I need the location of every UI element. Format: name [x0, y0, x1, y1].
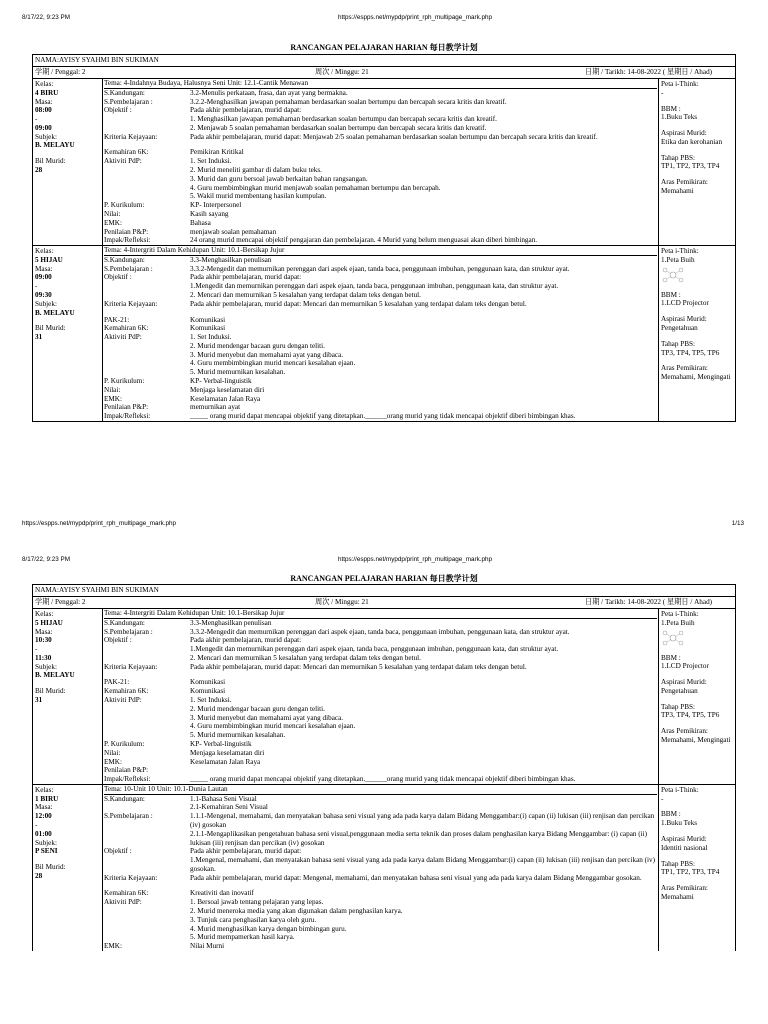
aktiviti-step: 2. Murid mendengar bacaan guru dengan teliti.: [190, 341, 325, 350]
subjek-value: B. MELAYU: [35, 671, 75, 680]
print-footer: [0, 520, 768, 530]
tahap-value: TP1, TP2, TP3, TP4: [661, 162, 720, 171]
emk: Nilai Murni: [190, 942, 225, 951]
minggu: 周次 / Minggu: 21: [315, 598, 369, 606]
lesson-extras: [659, 79, 735, 245]
peta-value: 1.Peta Buih: [661, 618, 695, 627]
s-kandungan: 3.3-Menghasilkan penulisan: [190, 618, 272, 627]
subjek-value: B. MELAYU: [35, 141, 75, 150]
bbm-label: BBM :: [661, 653, 681, 662]
bbm-value: 1.Buku Teks: [661, 819, 698, 828]
aras-value: Memahami: [661, 892, 694, 901]
masa-label: Masa:: [35, 627, 53, 636]
s-kandungan-label: S.Kandungan:: [104, 794, 145, 803]
pak21: Komunikasi: [190, 315, 226, 324]
print-url: https://espps.net/mypdp/print_rph_multipage_mark.php: [338, 556, 493, 563]
kemahiran-label: Kemahiran 6K:: [104, 148, 149, 157]
tema-unit: Tema: 4-Intergriti Dalam Kehidupan Unit: 10.1-Bersikap Jujur: [104, 246, 285, 255]
page-number: 1/13: [731, 520, 744, 527]
s-pembelajaran-label: S.Pembelajaran :: [104, 264, 153, 273]
bil-murid-value: 31: [35, 696, 43, 705]
aspirasi-label: Aspirasi Murid:: [661, 834, 707, 843]
emk: Keselamatan Jalan Raya: [190, 394, 261, 403]
s-pembelajaran: 3.2.2-Menghasilkan jawapan pemahaman berdasarkan soalan bertumpu dan bercapah secara kritis dan kreatif.: [190, 97, 507, 106]
s-pembelajaran-label: S.Pembelajaran :: [104, 97, 153, 106]
rph-sheet: [32, 54, 736, 422]
impak: _____ orang murid dapat mencapai objektif yang ditetapkan.______orang murid yang tidak mencapai objektif diberi bimbingan khas.: [190, 775, 576, 784]
bubble-map-icon: [661, 266, 685, 284]
peta-label: Peta i-Think:: [661, 610, 699, 618]
lesson-details: [103, 79, 659, 245]
subjek-label: Subjek:: [35, 662, 57, 671]
nilai: Menjaga keselamatan diri: [190, 385, 265, 394]
peta-label: Peta i-Think:: [661, 80, 699, 88]
lesson-info: [33, 785, 103, 951]
aktiviti: [190, 898, 657, 942]
penilaian-label: Penilaian P&P:: [104, 227, 149, 236]
aspirasi-label: Aspirasi Murid:: [661, 315, 707, 324]
aspirasi-value: Identiti nasional: [661, 843, 708, 852]
aras-label: Aras Pemikiran:: [661, 727, 708, 736]
bil-murid-value: 31: [35, 333, 43, 342]
peta-value: -: [661, 794, 664, 803]
objektif: [190, 106, 657, 132]
emk-label: EMK:: [104, 942, 122, 951]
masa-dash: -: [35, 645, 38, 654]
aktiviti-step: 5. Murid memurnikan kesalahan.: [190, 731, 286, 740]
objektif: [190, 847, 657, 873]
s-kandungan-label: S.Kandungan:: [104, 255, 145, 264]
penilaian: memurnikan ayat: [190, 403, 241, 412]
masa-start: 12:00: [35, 812, 52, 821]
kurikulum-label: P. Kurikulum:: [104, 739, 145, 748]
masa-label: Masa:: [35, 264, 53, 273]
objektif-line: 1.Mengedit dan memurnikan perenggan dari aspek ejaan, tanda baca, penggunaan imbuhan, penggunaan kata, dan struktur ayat.: [190, 645, 559, 654]
emk-label: EMK:: [104, 218, 122, 227]
subjek-value: P SENI: [35, 847, 58, 856]
tahap-label: Tahap PBS:: [661, 859, 696, 868]
objektif-line: Pada akhir pembelajaran, murid dapat:: [190, 636, 302, 645]
s-pembelajaran: 3.3.2-Mengedit dan memurnikan perenggan dari aspek ejaan, tanda baca, penggunaan imbuhan, penggunaan kata, dan struktur ayat.: [190, 264, 570, 273]
kemahiran: Komunikasi: [190, 324, 226, 333]
masa-dash: -: [35, 282, 38, 291]
objektif-label: Objektif :: [104, 636, 132, 645]
tahap-label: Tahap PBS:: [661, 153, 696, 162]
masa-start: 10:30: [35, 636, 52, 645]
aktiviti-step: 3. Murid menyebut dan memahami ayat yang dibaca.: [190, 713, 344, 722]
aspirasi-value: Etika dan kerohanian: [661, 137, 723, 146]
s-pembelajaran: [190, 812, 657, 847]
kriteria: Pada akhir pembelajaran, murid dapat: Mencari dan memurnikan 5 kesalahan yang terdapat dalam teks dengan betul.: [190, 299, 527, 308]
aras-value: Memahami: [661, 187, 694, 196]
objektif-line: 2. Mencari dan memurnikan 5 kesalahan yang terdapat dalam teks dengan betul.: [190, 290, 421, 299]
kriteria: Pada akhir pembelajaran, murid dapat: Mencari dan memurnikan 5 kesalahan yang terdapat dalam teks dengan betul.: [190, 662, 527, 671]
bubble-map-icon: [661, 629, 685, 647]
bbm-value: 1.LCD Projector: [661, 299, 709, 308]
kurikulum: KP- Verbal-linguistik: [190, 377, 252, 385]
kriteria: Pada akhir pembelajaran, murid dapat: Mengenal, memahami, dan menyatakan bahasa seni visual yang ada pada karya dalam Bidang Menggambar gosokan.: [190, 873, 642, 882]
aktiviti-label: Aktiviti PdP:: [104, 333, 142, 342]
lesson-details: [103, 785, 659, 951]
masa-end: 01:00: [35, 829, 52, 838]
impak: 24 orang murid mencapai objektif pengajaran dan pembelajaran. 4 Murid yang belum menguasai akan diberi bimbingan.: [190, 236, 538, 245]
nilai: Menjaga keselamatan diri: [190, 748, 265, 757]
nilai: Kasih sayang: [190, 209, 229, 218]
kemahiran: Komunikasi: [190, 687, 226, 696]
print-url: https://espps.net/mypdp/print_rph_multipage_mark.php: [338, 14, 493, 21]
s-kandungan-label: S.Kandungan:: [104, 618, 145, 627]
peta-value: 1.Peta Buih: [661, 255, 695, 264]
aras-label: Aras Pemikiran:: [661, 884, 708, 893]
nilai-label: Nilai:: [104, 209, 121, 218]
s-pembelajaran-line: 1.1.1-Mengenal, memahami, dan menyatakan bahasa seni visual yang ada pada karya dalam Bidang Menggambar:(i) capan (ii) lukisan (iii) renjisan dan percikan (iv) gosokan: [190, 812, 655, 829]
kemahiran: Kreativiti dan inovatif: [190, 889, 254, 898]
emk: Keselamatan Jalan Raya: [190, 757, 261, 766]
kelas-label: Kelas:: [35, 785, 54, 794]
aktiviti-label: Aktiviti PdP:: [104, 898, 142, 907]
objektif: [190, 273, 657, 299]
teacher-name: NAMA:AYISY SYAHMI BIN SUKIMAN: [35, 586, 159, 594]
aktiviti-step: 5. Murid mempamerkan hasil karya.: [190, 933, 295, 942]
kriteria-label: Kriteria Kejayaan:: [104, 662, 158, 671]
bbm-label: BBM :: [661, 290, 681, 299]
peta-label: Peta i-Think:: [661, 247, 699, 256]
aktiviti-step: 4. Murid menghasilkan karya dengan bimbingan guru.: [190, 924, 347, 933]
aktiviti: [190, 157, 657, 201]
bil-murid-value: 28: [35, 166, 43, 175]
aktiviti-label: Aktiviti PdP:: [104, 157, 142, 166]
peta-value: -: [661, 88, 664, 97]
tarikh: 日期 / Tarikh: 14-08-2022 ( 星期日 / Ahad): [585, 68, 713, 76]
impak-label: Impak/Refleksi:: [104, 775, 151, 784]
masa-dash: -: [35, 820, 38, 829]
page-title: RANCANGAN PELAJARAN HARIAN 每日教学计划: [290, 574, 478, 583]
kelas-value: 4 BIRU: [35, 88, 59, 97]
penggal: 学期 / Penggal: 2: [35, 68, 86, 76]
kelas-label: Kelas:: [35, 247, 54, 256]
emk-label: EMK:: [104, 394, 122, 403]
aras-label: Aras Pemikiran:: [661, 364, 708, 373]
tema-unit: Tema: 4-Indahnya Budaya, Halusnya Seni Unit: 12.1-Cantik Menawan: [104, 79, 309, 87]
bil-murid-label: Bil Murid:: [35, 157, 66, 166]
lesson-extras: [659, 246, 735, 421]
s-kandungan: [190, 795, 657, 813]
s-kandungan-line: 1.1-Bahasa Seni Visual: [190, 794, 257, 803]
aktiviti-step: 4. Guru membimbingkan murid mencari kesalahan ejaan.: [190, 359, 356, 368]
s-pembelajaran-line: 2.1.1-Mengaplikasikan pengetahuan bahasa seni visual,penggunaan media serta teknik dan proses dalam penghasilan karya Bidang Menggambar: (i) capan (ii) lukisan (iii) renjisan dan percikan (iv) gosokan: [190, 829, 648, 847]
aras-value: Memahami, Mengingati: [661, 736, 731, 745]
masa-end: 09:00: [35, 123, 52, 132]
masa-start: 09:00: [35, 273, 52, 282]
tahap-label: Tahap PBS:: [661, 339, 696, 348]
aktiviti-step: 4. Guru membimbingkan murid mencari kesalahan ejaan.: [190, 722, 356, 731]
kemahiran-label: Kemahiran 6K:: [104, 324, 149, 333]
masa-end: 11:30: [35, 653, 52, 662]
lesson-extras: [659, 609, 735, 784]
kurikulum-label: P. Kurikulum:: [104, 201, 145, 210]
rph-sheet: [32, 584, 736, 951]
aktiviti-step: 1. Bersoal jawab tentang pelajaran yang lepas.: [190, 898, 324, 907]
tema-unit: Tema: 10-Unit 10 Unit: 10.1-Dunia Lautan: [104, 784, 228, 793]
tema-unit: Tema: 4-Intergriti Dalam Kehidupan Unit: 10.1-Bersikap Jujur: [104, 609, 285, 617]
pak21-label: PAK-21:: [104, 315, 130, 324]
tarikh: 日期 / Tarikh: 14-08-2022 ( 星期日 / Ahad): [585, 598, 713, 606]
subjek-value: B. MELAYU: [35, 308, 75, 317]
masa-start: 08:00: [35, 106, 52, 115]
bil-murid-label: Bil Murid:: [35, 687, 66, 696]
s-kandungan-line: 2.1-Kemahiran Seni Visual: [190, 803, 268, 812]
subjek-label: Subjek:: [35, 132, 57, 141]
bil-murid-label: Bil Murid:: [35, 863, 66, 872]
aktiviti-step: 1. Set Induksi.: [190, 333, 232, 342]
print-header: [0, 556, 768, 568]
bbm-value: 1.Buku Teks: [661, 113, 698, 122]
aktiviti-step: 3. Murid menyebut dan memahami ayat yang dibaca.: [190, 350, 344, 359]
objektif-line: 2. Mencari dan memurnikan 5 kesalahan yang terdapat dalam teks dengan betul.: [190, 653, 421, 662]
s-kandungan-label: S.Kandungan:: [104, 88, 145, 97]
s-kandungan: 3.2-Menulis perkataan, frasa, dan ayat yang bermakna.: [190, 88, 348, 97]
kurikulum-label: P. Kurikulum:: [104, 377, 145, 385]
objektif-line: Pada akhir pembelajaran, murid dapat:: [190, 273, 302, 282]
kelas-label: Kelas:: [35, 80, 54, 88]
penilaian-label: Penilaian P&P:: [104, 766, 149, 775]
lesson-block: [33, 79, 735, 246]
objektif-line: Pada akhir pembelajaran, murid dapat:: [190, 847, 302, 856]
kriteria: Pada akhir pembelajaran, murid dapat: Menjawab 2/5 soalan pemahaman berdasarkan soalan bertumpu dan bercapah secara kritis dan kreatif.: [190, 132, 598, 141]
lesson-info: [33, 79, 103, 245]
aktiviti-step: 5. Wakil murid membentang hasilan kumpulan.: [190, 192, 327, 201]
emk-label: EMK:: [104, 757, 122, 766]
pak21-label: PAK-21:: [104, 678, 130, 687]
aras-label: Aras Pemikiran:: [661, 178, 708, 187]
tahap-label: Tahap PBS:: [661, 702, 696, 711]
bbm-label: BBM :: [661, 104, 681, 113]
print-datetime: 8/17/22, 9:23 PM: [22, 556, 70, 563]
masa-end: 09:30: [35, 290, 52, 299]
pak21: Komunikasi: [190, 678, 226, 687]
meta-row: [33, 67, 735, 79]
s-pembelajaran-label: S.Pembelajaran :: [104, 812, 153, 821]
aktiviti-label: Aktiviti PdP:: [104, 696, 142, 705]
s-pembelajaran: 3.3.2-Mengedit dan memurnikan perenggan dari aspek ejaan, tanda baca, penggunaan imbuhan, penggunaan kata, dan struktur ayat.: [190, 627, 570, 636]
lesson-extras: [659, 785, 735, 951]
teacher-name-row: [33, 585, 735, 597]
subjek-label: Subjek:: [35, 838, 57, 847]
objektif-line: 1.Mengenal, memahami, dan menyatakan bahasa seni visual yang ada pada karya dalam Bidang Menggambar:(i) capan (ii) lukisan (iii) renjisan dan percikan (iv) gosokan.: [190, 856, 656, 873]
objektif-line: 1. Menghasilkan jawapan pemahaman berdasarkan soalan bertumpu dan bercapah secara kritis dan kreatif.: [190, 115, 497, 124]
s-kandungan: 3.3-Menghasilkan penulisan: [190, 255, 272, 264]
objektif-line: Pada akhir pembelajaran, murid dapat:: [190, 106, 302, 115]
kelas-label: Kelas:: [35, 610, 54, 618]
kemahiran: Pemikiran Kritikal: [190, 148, 244, 157]
emk: Bahasa: [190, 218, 211, 227]
kelas-value: 1 BIRU: [35, 794, 59, 803]
objektif-label: Objektif :: [104, 106, 132, 115]
teacher-name-row: [33, 55, 735, 67]
aktiviti-step: 5. Murid memurnikan kesalahan.: [190, 368, 286, 377]
kelas-value: 5 HIJAU: [35, 255, 63, 264]
lesson-info: [33, 246, 103, 421]
bil-murid-label: Bil Murid:: [35, 324, 66, 333]
lesson-details: [103, 609, 659, 784]
lesson-info: [33, 609, 103, 784]
kriteria-label: Kriteria Kejayaan:: [104, 132, 158, 141]
aspirasi-label: Aspirasi Murid:: [661, 678, 707, 687]
lesson-block: [33, 246, 735, 421]
aktiviti: [190, 696, 657, 740]
aktiviti-step: 4. Guru membimbingkan murid menjawab soalan pemahaman bertumpu dan bercapah.: [190, 183, 441, 192]
aras-value: Memahami, Mengingati: [661, 373, 731, 382]
lesson-block: [33, 785, 735, 951]
lesson-block: [33, 609, 735, 785]
tahap-value: TP3, TP4, TP5, TP6: [661, 348, 720, 357]
kemahiran-label: Kemahiran 6K:: [104, 889, 149, 898]
impak-label: Impak/Refleksi:: [104, 412, 151, 421]
impak: _____ orang murid dapat mencapai objektif yang ditetapkan.______orang murid yang tidak mencapai objektif diberi bimbingan khas.: [190, 412, 576, 421]
aktiviti-step: 3. Tunjuk cara penghasilan karya oleh guru.: [190, 915, 317, 924]
s-pembelajaran-label: S.Pembelajaran :: [104, 627, 153, 636]
peta-label: Peta i-Think:: [661, 785, 699, 794]
objektif-line: 1.Mengedit dan memurnikan perenggan dari aspek ejaan, tanda baca, penggunaan imbuhan, penggunaan kata, dan struktur ayat.: [190, 282, 559, 291]
teacher-name: NAMA:AYISY SYAHMI BIN SUKIMAN: [35, 56, 159, 64]
aktiviti-step: 1. Set Induksi.: [190, 157, 232, 166]
subjek-label: Subjek:: [35, 299, 57, 308]
aktiviti: [190, 333, 657, 377]
page-title: RANCANGAN PELAJARAN HARIAN 每日教学计划: [290, 43, 478, 52]
nilai-label: Nilai:: [104, 748, 121, 757]
objektif-line: 2. Menjawab 5 soalan pemahaman berdasarkan soalan bertumpu dan bercapah secara kritis dan kreatif.: [190, 123, 487, 132]
print-datetime: 8/17/22, 9:23 PM: [22, 14, 70, 21]
kurikulum: KP- Interpersonel: [190, 201, 242, 210]
objektif-label: Objektif :: [104, 847, 132, 856]
penggal: 学期 / Penggal: 2: [35, 598, 86, 606]
tahap-value: TP1, TP2, TP3, TP4: [661, 868, 720, 877]
footer-url: https://espps.net/mypdp/print_rph_multipage_mark.php: [22, 520, 177, 527]
kelas-value: 5 HIJAU: [35, 618, 63, 627]
bbm-label: BBM :: [661, 810, 681, 819]
kemahiran-label: Kemahiran 6K:: [104, 687, 149, 696]
kurikulum: KP- Verbal-linguistik: [190, 739, 252, 748]
aktiviti-step: 2. Murid meneliti gambar di dalam buku teks.: [190, 166, 322, 175]
meta-row: [33, 597, 735, 609]
aspirasi-label: Aspirasi Murid:: [661, 129, 707, 138]
masa-dash: -: [35, 115, 38, 124]
penilaian-label: Penilaian P&P:: [104, 403, 149, 412]
tahap-value: TP3, TP4, TP5, TP6: [661, 711, 720, 720]
aktiviti-step: 1. Set Induksi.: [190, 696, 232, 705]
minggu: 周次 / Minggu: 21: [315, 68, 369, 76]
aspirasi-value: Pengetahuan: [661, 686, 698, 695]
objektif-label: Objektif :: [104, 273, 132, 282]
aktiviti-step: 2. Murid meneroka media yang akan digunakan dalam penghasilan karya.: [190, 907, 403, 915]
lesson-details: [103, 246, 659, 421]
penilaian: [190, 766, 657, 775]
masa-label: Masa:: [35, 803, 53, 812]
impak-label: Impak/Refleksi:: [104, 236, 151, 245]
print-header: [0, 14, 768, 26]
masa-label: Masa:: [35, 97, 53, 106]
kriteria-label: Kriteria Kejayaan:: [104, 299, 158, 308]
aspirasi-value: Pengetahuan: [661, 323, 698, 332]
bil-murid-value: 28: [35, 871, 43, 880]
objektif: [190, 636, 657, 662]
nilai-label: Nilai:: [104, 385, 121, 394]
aktiviti-step: 2. Murid mendengar bacaan guru dengan teliti.: [190, 704, 325, 713]
kriteria-label: Kriteria Kejayaan:: [104, 873, 158, 882]
aktiviti-step: 3. Murid dan guru bersoal jawab berkaitan bahan rangsangan.: [190, 174, 368, 183]
penilaian: menjawab soalan pemahaman: [190, 227, 277, 236]
bbm-value: 1.LCD Projector: [661, 662, 709, 671]
